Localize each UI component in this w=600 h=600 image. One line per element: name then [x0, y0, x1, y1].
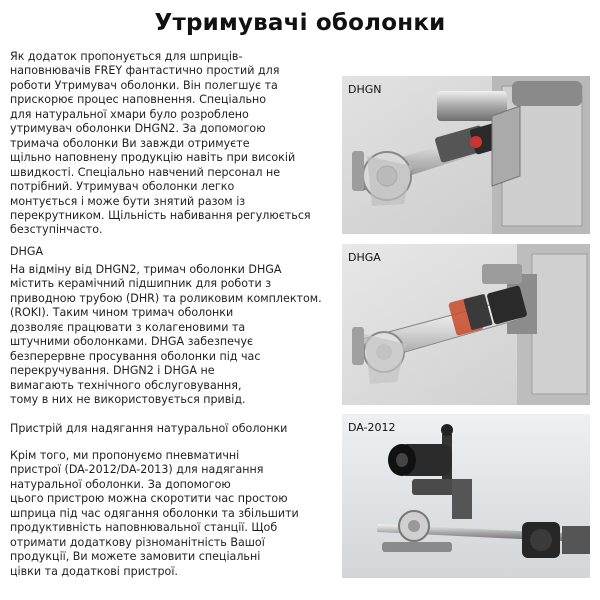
dhgn-photo [342, 76, 590, 234]
da2012-machine-illustration [342, 414, 590, 578]
dhgn-label: DHGN [348, 83, 382, 96]
dhga-heading: DHGA [10, 245, 44, 258]
da2012-photo [342, 414, 590, 578]
dhga-label: DHGA [348, 251, 381, 264]
casing-device-heading: Пристрій для надягання натуральної оболонки [10, 422, 288, 435]
da2012-label: DA-2012 [348, 421, 396, 434]
dhgn-machine-illustration [342, 76, 590, 234]
dhga-paragraph: На відміну від DHGN2, тримач оболонки DHGA містить керамічний підшипник для роботи з приводною трубою (DHR) та роликовим комплектом. (ROKI). Таким чином тримач оболонки дозволяє працювати з колагеновими та штучними оболонками. DHGA забезпечує безперервне просування оболонки під час перекручування. DHGN2 і DHGA не вимагають технічного обслуговування, тому в них не використовується привід. [10, 263, 322, 407]
page-title: Утримувачі оболонки [154, 10, 446, 36]
intro-paragraph: Як додаток пропонується для шприців- наповнювачів FREY фантастично простий для роботи Утримувач оболонки. Він полегшує та прискорює процес наповнення. Спеціально для натуральної хмари було розроблено утримувач оболонки DHGN2. За допомогою тримача оболонки Ви завжди отримуєте щільно наповнену продукцію навіть при високій швидкості. Спеціально навчений персонал не потрібний. Утримувач оболонки легко монтується і може бути знятий разом із перекрутником. Щільність набивання регулюється безступінчасто. [10, 50, 311, 237]
casing-device-paragraph: Крім того, ми пропонуємо пневматичні пристрої (DA-2012/DA-2013) для надягання натуральної оболонки. За допомогою цього пристрою можна скоротити час простою шприца під час одягання оболонки та збільшити продуктивність наповнювальної станції. Щоб отримати додаткову різноманітність Вашої продукції, Ви можете замовити спеціальні цівки та додаткові пристрої. [10, 449, 299, 578]
dhga-machine-illustration [342, 244, 590, 405]
dhga-photo [342, 244, 590, 405]
